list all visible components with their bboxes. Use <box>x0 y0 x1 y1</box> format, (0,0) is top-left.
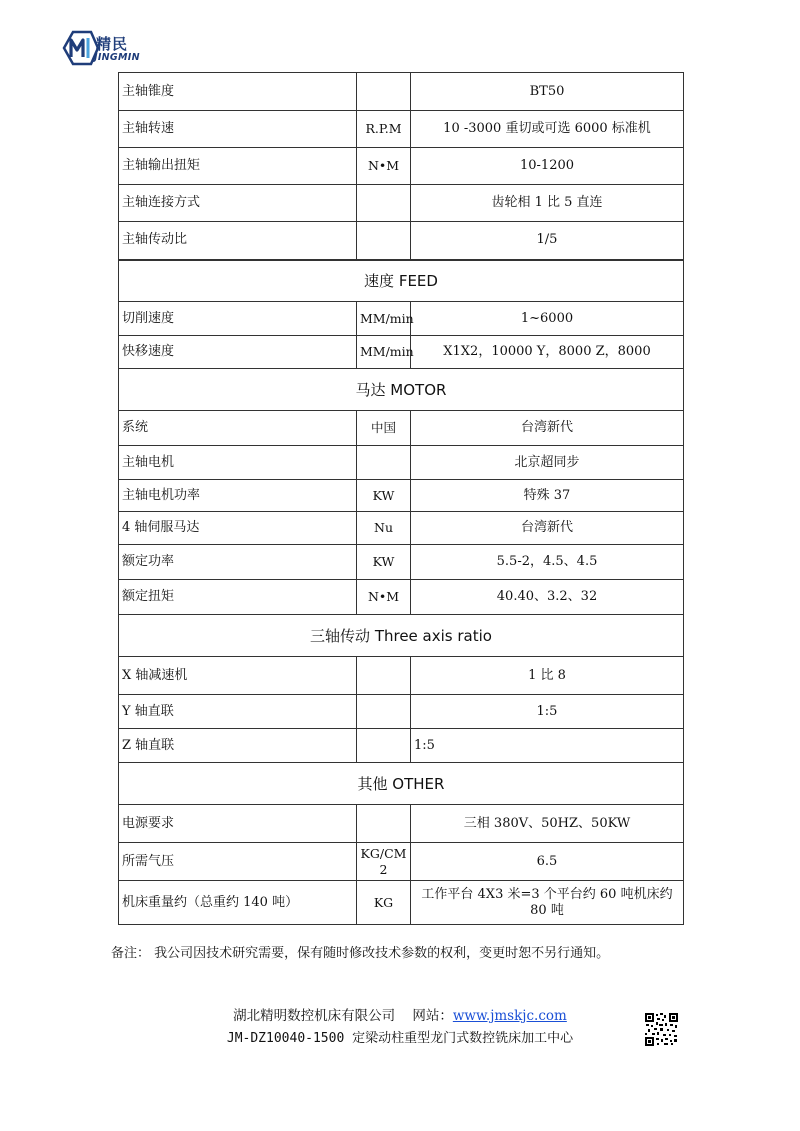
param-unit: MM/min <box>357 302 411 336</box>
param-unit: N•M <box>357 148 411 185</box>
param-value: 北京超同步 <box>411 446 684 480</box>
table-row <box>119 411 684 446</box>
section-row <box>119 369 684 411</box>
param-unit: R.P.M <box>357 111 411 148</box>
table-row <box>119 805 684 843</box>
param-name: X 轴减速机 <box>119 657 357 695</box>
param-name: 电源要求 <box>119 805 357 843</box>
table-row <box>119 729 684 763</box>
param-value: 特殊 37 <box>411 480 684 512</box>
param-value: 台湾新代 <box>411 512 684 545</box>
param-value: 齿轮相 1 比 5 直连 <box>411 185 684 222</box>
param-unit: MM/min <box>357 336 411 369</box>
param-value: 5.5-2，4.5、4.5 <box>411 545 684 580</box>
param-name: 所需气压 <box>119 843 357 881</box>
table-row <box>119 580 684 615</box>
table-row <box>119 73 684 111</box>
table-row <box>119 545 684 580</box>
table-row <box>119 843 684 881</box>
param-name: 机床重量约（总重约 140 吨） <box>119 881 357 925</box>
param-value: 台湾新代 <box>411 411 684 446</box>
param-value: 10 -3000 重切或可选 6000 标准机 <box>411 111 684 148</box>
table-row <box>119 446 684 480</box>
table-row <box>119 512 684 545</box>
param-value: 工作平台 4X3 米=3 个平台约 60 吨机床约 80 吨 <box>411 881 684 925</box>
param-value: 1 比 8 <box>411 657 684 695</box>
section-row <box>119 763 684 805</box>
logo-text-cn: 精民 <box>96 35 129 53</box>
table-row <box>119 222 684 260</box>
section-heading-other: 其他 OTHER <box>119 763 684 805</box>
param-value: 1:5 <box>411 695 684 729</box>
company-name: 湖北精明数控机床有限公司 <box>233 1008 396 1024</box>
param-unit <box>357 657 411 695</box>
param-name: 快移速度 <box>119 336 357 369</box>
param-value: 40.40、3.2、32 <box>411 580 684 615</box>
param-name: 系统 <box>119 411 357 446</box>
param-name: Y 轴直联 <box>119 695 357 729</box>
table-row <box>119 480 684 512</box>
param-unit: N•M <box>357 580 411 615</box>
table-row <box>119 185 684 222</box>
table-row <box>119 302 684 336</box>
table-row <box>119 111 684 148</box>
param-unit: Nu <box>357 512 411 545</box>
param-name: Z 轴直联 <box>119 729 357 763</box>
param-unit <box>357 446 411 480</box>
section-row <box>119 615 684 657</box>
param-unit <box>357 805 411 843</box>
param-unit <box>357 695 411 729</box>
table-row <box>119 695 684 729</box>
param-unit: 中国 <box>357 411 411 446</box>
param-value: 1/5 <box>411 222 684 260</box>
qr-code-icon <box>645 1013 678 1046</box>
param-unit: KG <box>357 881 411 925</box>
section-heading-feed: 速度 FEED <box>119 260 684 302</box>
param-unit <box>357 73 411 111</box>
param-value: X1X2，10000 Y，8000 Z，8000 <box>411 336 684 369</box>
website-link[interactable]: www.jmskjc.com <box>452 1008 567 1024</box>
param-value: BT50 <box>411 73 684 111</box>
param-value: 三相 380V、50HZ、50KW <box>411 805 684 843</box>
table-row <box>119 657 684 695</box>
param-value: 1~6000 <box>411 302 684 336</box>
remark-note: 备注： 我公司因技术研究需要，保有随时修改技术参数的权利，变更时恕不另行通知。 <box>111 946 610 961</box>
param-name: 主轴电机 <box>119 446 357 480</box>
section-heading-axis: 三轴传动 Three axis ratio <box>119 615 684 657</box>
param-name: 主轴转速 <box>119 111 357 148</box>
param-unit: KG/CM2 <box>357 843 411 881</box>
param-name: 主轴输出扭矩 <box>119 148 357 185</box>
section-row <box>119 260 684 302</box>
logo-text-en: JINGMIN <box>94 52 140 63</box>
param-name: 主轴锥度 <box>119 73 357 111</box>
param-name: 切削速度 <box>119 302 357 336</box>
section-heading-motor: 马达 MOTOR <box>119 369 684 411</box>
table-row <box>119 336 684 369</box>
param-name: 主轴传动比 <box>119 222 357 260</box>
param-name: 4 轴伺服马达 <box>119 512 357 545</box>
table-row <box>119 881 684 925</box>
footer-product-line: JM-DZ10040-1500 定梁动柱重型龙门式数控铣床加工中心 <box>226 1031 574 1046</box>
param-value: 6.5 <box>411 843 684 881</box>
website-label: 网站： <box>412 1008 453 1024</box>
param-name: 额定扭矩 <box>119 580 357 615</box>
param-unit: KW <box>357 480 411 512</box>
param-name: 主轴连接方式 <box>119 185 357 222</box>
param-unit: KW <box>357 545 411 580</box>
param-unit <box>357 222 411 260</box>
param-value: 1:5 <box>411 729 684 763</box>
table-row <box>119 148 684 185</box>
param-unit <box>357 185 411 222</box>
spec-table <box>118 72 684 925</box>
footer-company-line <box>0 1004 800 1024</box>
param-unit <box>357 729 411 763</box>
param-name: 主轴电机功率 <box>119 480 357 512</box>
param-value: 10-1200 <box>411 148 684 185</box>
param-name: 额定功率 <box>119 545 357 580</box>
